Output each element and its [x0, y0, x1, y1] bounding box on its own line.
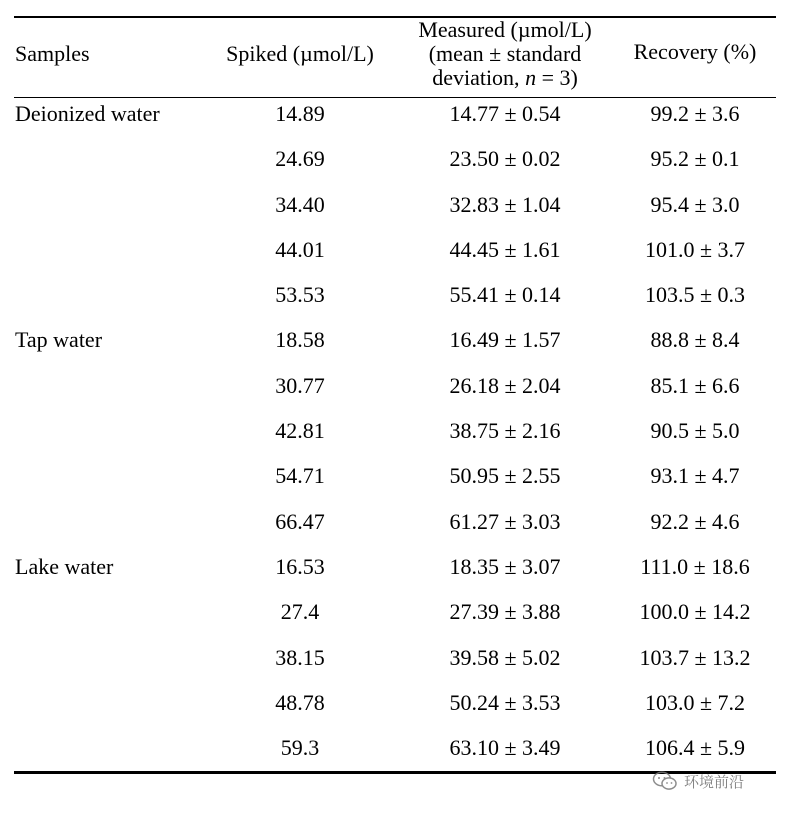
cell-measured: 50.24 ± 3.53 — [449, 689, 561, 715]
cell-recovery: 93.1 ± 4.7 — [650, 463, 740, 489]
cell-measured: 50.95 ± 2.55 — [449, 463, 561, 489]
table-row — [0, 324, 786, 369]
watermark-text: 环境前沿 — [684, 772, 745, 791]
cell-spiked: 42.81 — [275, 418, 325, 444]
cell-spiked: 14.89 — [275, 101, 325, 126]
cell-recovery: 100.0 ± 14.2 — [639, 599, 751, 625]
cell-measured: 44.45 ± 1.61 — [449, 236, 561, 262]
table-row — [0, 551, 786, 596]
cell-measured: 14.77 ± 0.54 — [449, 101, 561, 126]
cell-recovery: 103.0 ± 7.2 — [644, 689, 746, 715]
header-spiked: Spiked (µmol/L) — [226, 41, 374, 66]
table-row — [0, 460, 786, 505]
cell-spiked: 18.58 — [275, 327, 325, 353]
cell-spiked: 44.01 — [275, 236, 325, 262]
cell-sample: Deionized water — [15, 101, 160, 126]
table-row — [0, 189, 786, 234]
table-row — [0, 415, 786, 460]
cell-sample: Tap water — [15, 327, 103, 353]
table-row — [0, 370, 786, 415]
cell-spiked: 66.47 — [275, 508, 325, 534]
table-row — [0, 506, 786, 551]
cell-recovery: 101.0 ± 3.7 — [644, 236, 746, 262]
table-body — [0, 98, 786, 777]
cell-spiked: 54.71 — [275, 463, 325, 489]
cell-recovery: 99.2 ± 3.6 — [650, 101, 740, 126]
cell-spiked: 30.77 — [275, 372, 325, 398]
cell-measured: 63.10 ± 3.49 — [449, 735, 561, 761]
cell-recovery: 111.0 ± 18.6 — [640, 553, 750, 579]
cell-measured: 23.50 ± 0.02 — [449, 146, 561, 172]
header-measured-line3 — [380, 66, 630, 90]
cell-spiked: 27.4 — [280, 599, 320, 625]
wechat-icon — [652, 771, 678, 791]
cell-recovery: 103.5 ± 0.3 — [644, 282, 746, 308]
watermark — [652, 770, 744, 792]
header-measured-line2: (mean ± standard — [428, 41, 582, 66]
cell-spiked: 38.15 — [275, 644, 325, 670]
header-samples: Samples — [15, 41, 90, 66]
cell-recovery: 92.2 ± 4.6 — [650, 508, 740, 534]
cell-spiked: 24.69 — [275, 146, 325, 172]
table-row — [0, 143, 786, 188]
cell-measured: 16.49 ± 1.57 — [449, 327, 561, 353]
cell-measured: 18.35 ± 3.07 — [449, 553, 561, 579]
cell-recovery: 85.1 ± 6.6 — [650, 372, 740, 398]
header-measured-line3-n: n — [525, 65, 537, 90]
cell-recovery: 103.7 ± 13.2 — [639, 644, 751, 670]
cell-measured: 32.83 ± 1.04 — [449, 191, 561, 217]
header-measured — [380, 18, 630, 90]
table-row — [0, 687, 786, 732]
cell-recovery: 88.8 ± 8.4 — [650, 327, 740, 353]
cell-sample: Lake water — [15, 553, 114, 579]
table-row — [0, 642, 786, 687]
cell-measured: 61.27 ± 3.03 — [449, 508, 561, 534]
cell-measured: 55.41 ± 0.14 — [449, 282, 561, 308]
table-row — [0, 98, 786, 143]
table-row — [0, 234, 786, 279]
table-row — [0, 279, 786, 324]
cell-recovery: 106.4 ± 5.9 — [644, 735, 746, 761]
cell-measured: 27.39 ± 3.88 — [449, 599, 561, 625]
table-row — [0, 596, 786, 641]
cell-measured: 26.18 ± 2.04 — [449, 372, 561, 398]
header-recovery: Recovery (%) — [633, 39, 757, 64]
header-measured-line1: Measured (µmol/L) — [418, 17, 592, 42]
cell-spiked: 34.40 — [275, 191, 325, 217]
cell-spiked: 59.3 — [280, 735, 320, 761]
table-header — [0, 17, 786, 97]
cell-spiked: 53.53 — [275, 282, 325, 308]
header-measured-line3-pre: deviation, — [432, 65, 526, 90]
cell-spiked: 48.78 — [275, 689, 325, 715]
cell-recovery: 95.4 ± 3.0 — [650, 191, 740, 217]
cell-recovery: 95.2 ± 0.1 — [650, 146, 740, 172]
cell-recovery: 90.5 ± 5.0 — [650, 418, 740, 444]
header-measured-line3-post: = 3) — [536, 65, 578, 90]
cell-measured: 38.75 ± 2.16 — [449, 418, 561, 444]
cell-measured: 39.58 ± 5.02 — [449, 644, 561, 670]
cell-spiked: 16.53 — [275, 553, 325, 579]
